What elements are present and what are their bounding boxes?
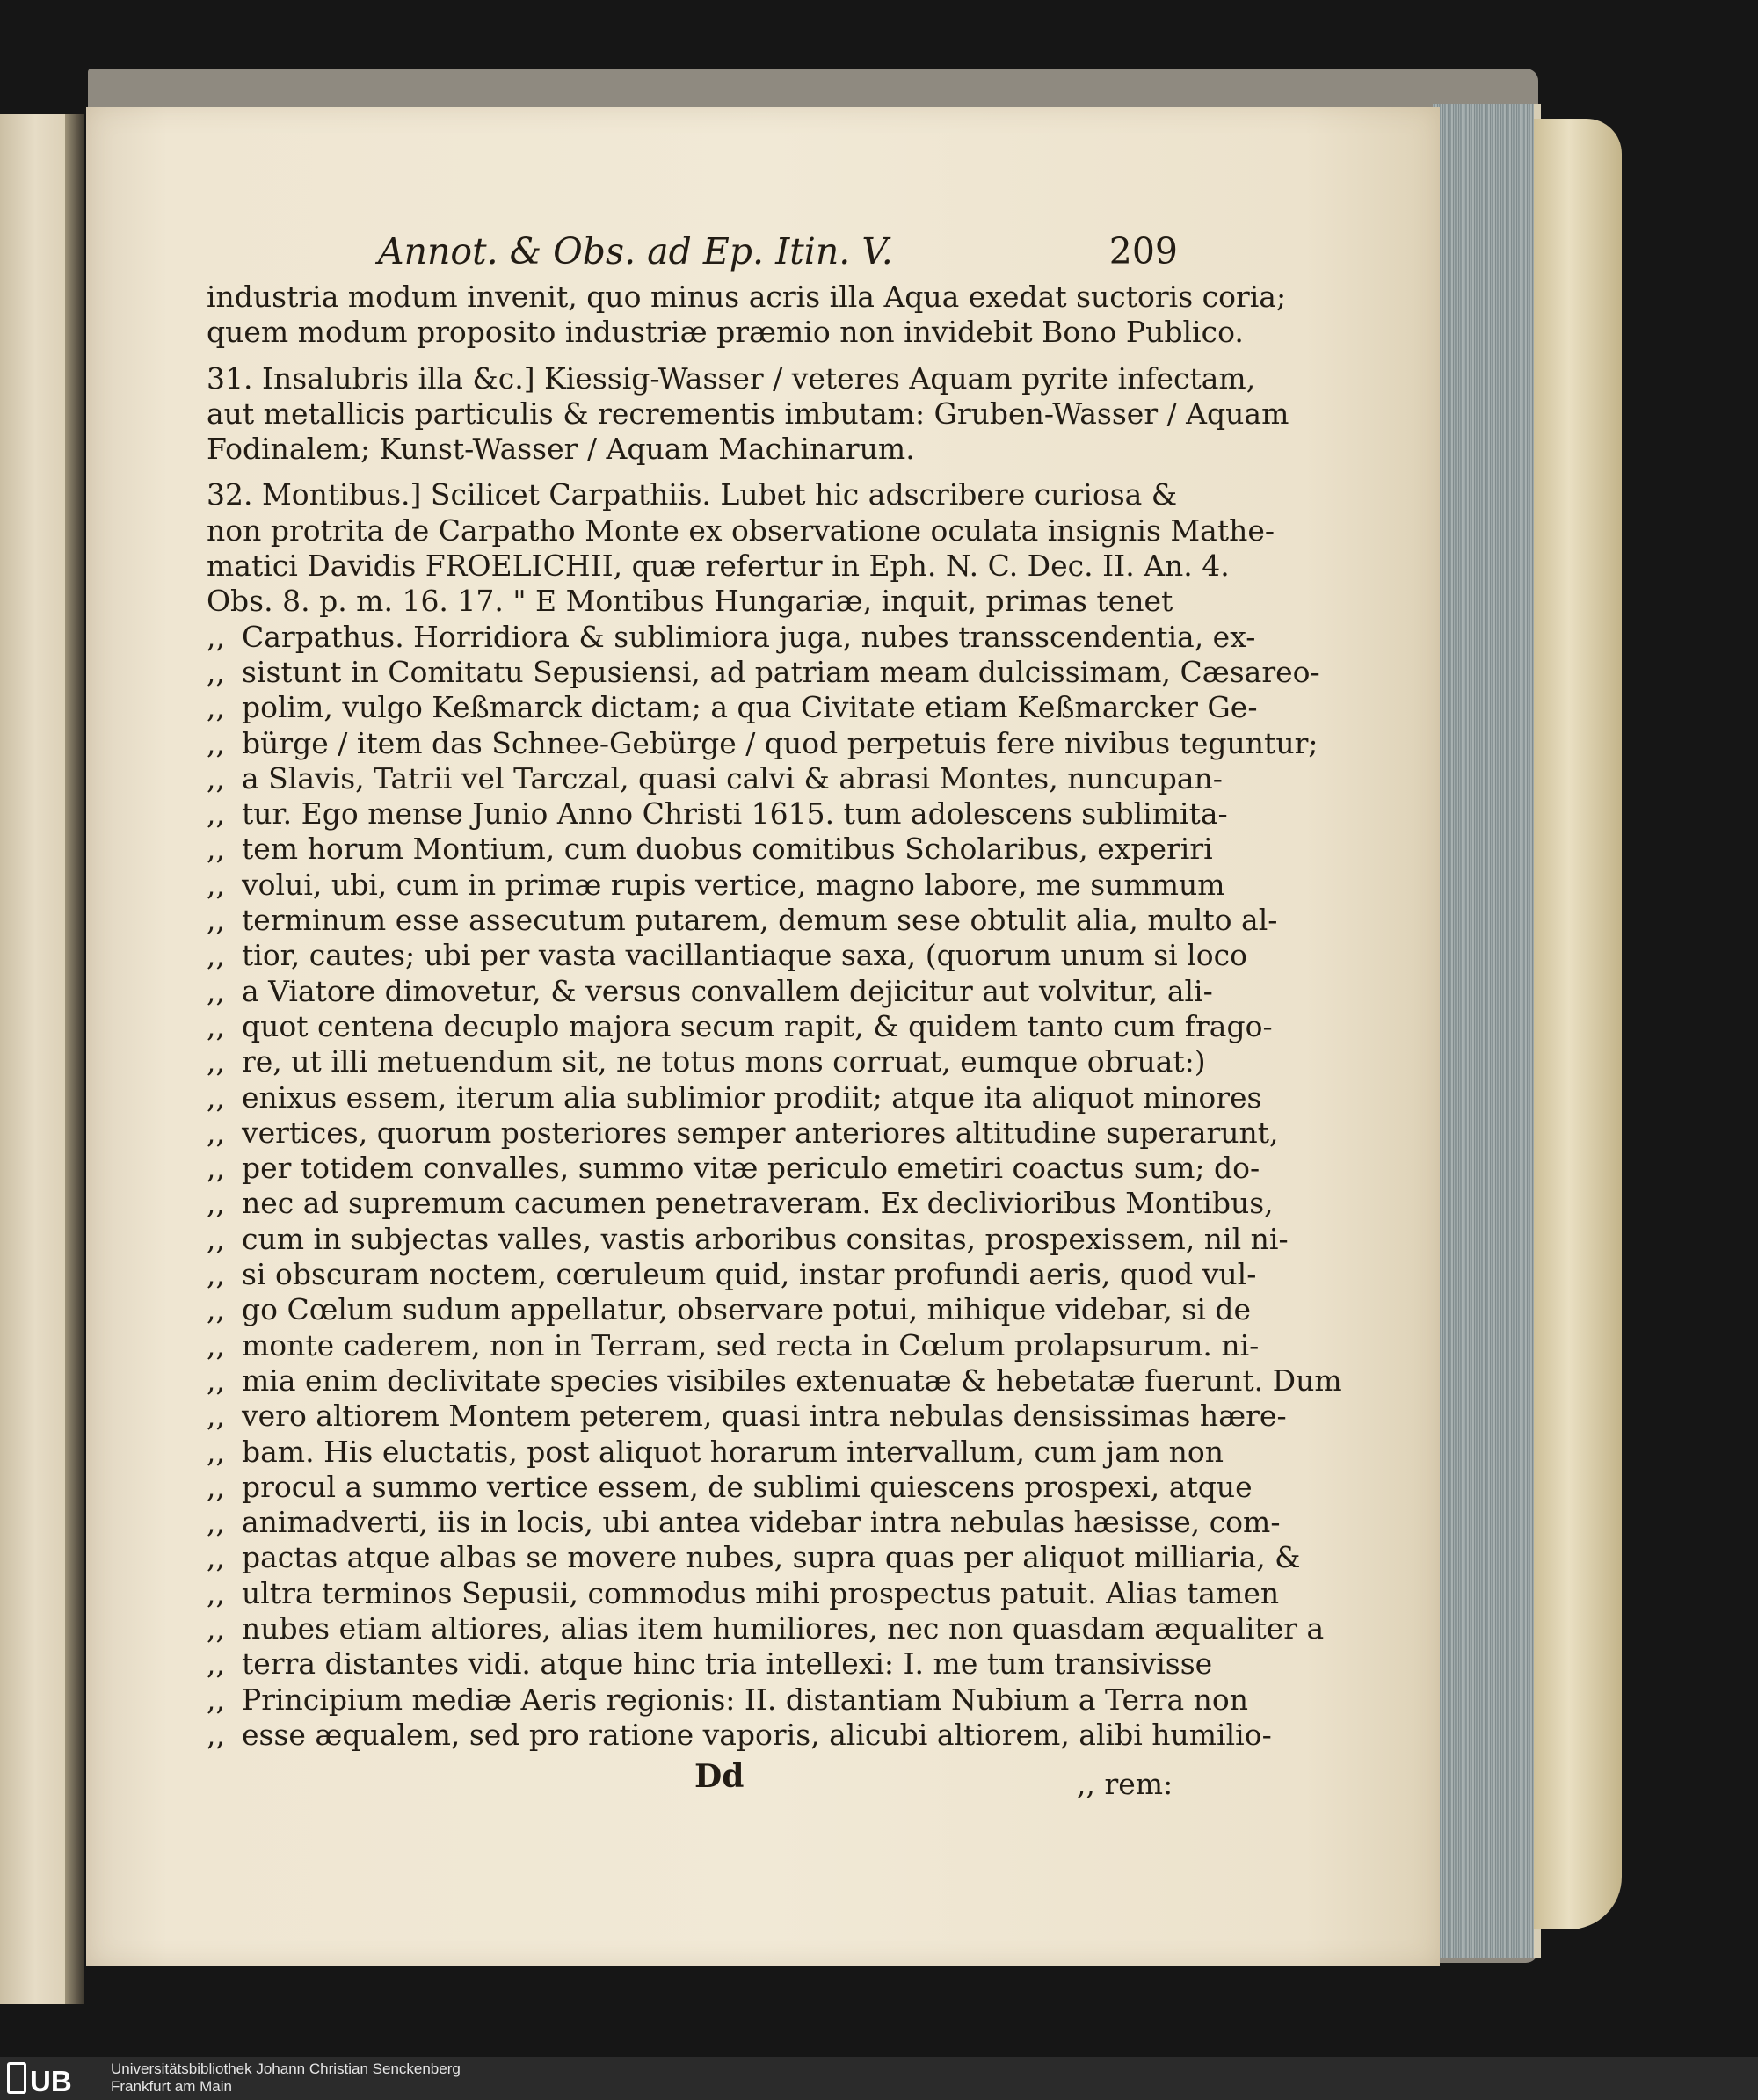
- line-text: 31. Insalubris illa &c.] Kiessig-Wasser / veteres Aquam pyrite infectam,: [207, 360, 1256, 396]
- line-text: terra distantes vidi. atque hinc tria intellexi: I. me tum transivisse: [242, 1646, 1213, 1682]
- text-line: [207, 725, 1318, 761]
- line-text: animadverti, iis in locis, ubi antea videbar intra nebulas hæsisse, com-: [242, 1505, 1281, 1540]
- quote-mark: ,,: [207, 690, 225, 725]
- text-line: [207, 938, 1247, 973]
- text-line: [207, 1362, 1342, 1399]
- line-text: ultra terminos Sepusii, commodus mihi prospectus patuit. Alias tamen: [242, 1575, 1280, 1610]
- text-line: [207, 1469, 1253, 1505]
- line-text: mia enim declivitate species visibiles extenuatæ & hebetatæ fuerunt. Dum: [242, 1362, 1342, 1398]
- quote-mark: ,,: [207, 832, 225, 867]
- library-logo: [7, 2062, 104, 2097]
- line-text: vertices, quorum posteriores semper anteriores altitudine superarunt,: [242, 1115, 1279, 1150]
- text-line: [207, 760, 1223, 796]
- logo-mark-icon: [7, 2062, 26, 2094]
- text-line: [207, 1151, 1260, 1186]
- text-line: [207, 973, 1213, 1009]
- text-line: [207, 1717, 1272, 1753]
- line-text: procul a summo vertice essem, de sublimi quiescens prospexi, atque: [242, 1469, 1253, 1504]
- quote-mark: ,,: [207, 1292, 225, 1327]
- line-text: polim, vulgo Keßmarck dictam; a qua Civitate etiam Keßmarcker Ge-: [242, 690, 1258, 725]
- quote-mark: ,,: [207, 796, 225, 832]
- text-line: [207, 512, 1275, 549]
- line-text: a Slavis, Tatrii vel Tarczal, quasi calvi & abrasi Montes, nuncupan-: [242, 760, 1223, 796]
- text-line: [207, 1505, 1281, 1540]
- line-text: industria modum invenit, quo minus acris illa Aqua exedat suctoris coria;: [207, 280, 1287, 314]
- line-text: si obscuram noctem, cœruleum quid, instar profundi aeris, quod vul-: [242, 1257, 1257, 1292]
- library-footer-bar: [0, 2057, 1758, 2100]
- line-text: bürge / item das Schnee-Gebürge / quod perpetuis fere nivibus teguntur;: [242, 725, 1318, 760]
- library-name: Universitätsbibliothek Johann Christian Senckenberg: [111, 2060, 461, 2077]
- quote-mark: ,,: [207, 1646, 225, 1682]
- line-text: cum in subjectas valles, vastis arboribus consitas, prospexissem, nil ni-: [242, 1221, 1289, 1256]
- quote-mark: ,,: [207, 654, 225, 689]
- text-line: [207, 867, 1225, 903]
- body-text: [207, 280, 1342, 1753]
- quote-mark: ,,: [207, 1362, 225, 1398]
- running-header: [378, 230, 1178, 274]
- quote-mark: ,,: [207, 867, 225, 902]
- text-line: [207, 1540, 1301, 1575]
- line-text: quot centena decuplo majora secum rapit, & quidem tanto cum frago-: [242, 1008, 1273, 1043]
- text-line: [207, 654, 1320, 690]
- line-text: 32. Montibus.] Scilicet Carpathiis. Lubet hic adscribere curiosa &: [207, 477, 1178, 512]
- text-line: [207, 396, 1289, 432]
- page-number: 209: [1108, 230, 1178, 272]
- quote-mark: ,,: [207, 1257, 225, 1292]
- quote-mark: ,,: [207, 760, 225, 796]
- line-text: a Viatore dimovetur, & versus convallem dejicitur aut volvitur, ali-: [242, 973, 1213, 1008]
- text-line: [207, 1682, 1249, 1718]
- text-line: [207, 1044, 1206, 1079]
- quote-mark: ,,: [207, 1115, 225, 1150]
- line-text: quem modum proposito industriæ præmio non invidebit Bono Publico.: [207, 315, 1244, 350]
- gutter-shadow: [65, 114, 84, 2004]
- quote-mark: ,,: [207, 1399, 225, 1434]
- line-text: nubes etiam altiores, alias item humiliores, nec non quasdam æqualiter a: [242, 1610, 1325, 1646]
- quote-mark: ,,: [207, 973, 225, 1008]
- quote-mark: ,,: [207, 938, 225, 973]
- quote-mark: ,,: [207, 1469, 225, 1504]
- text-line: [207, 1221, 1289, 1257]
- text-line: [207, 280, 1287, 315]
- text-line: [207, 1610, 1325, 1646]
- line-text: bam. His eluctatis, post aliquot horarum intervallum, cum jam non: [242, 1434, 1224, 1469]
- text-line: [207, 1575, 1280, 1611]
- line-text: volui, ubi, cum in primæ rupis vertice, magno labore, me summum: [242, 867, 1225, 902]
- line-text: aut metallicis particulis & recrementis imbutam: Gruben-Wasser / Aquam: [207, 396, 1289, 431]
- line-text: re, ut illi metuendum sit, ne totus mons corruat, eumque obruat:): [242, 1044, 1206, 1079]
- text-line: [207, 1292, 1252, 1327]
- quote-mark: ,,: [207, 1575, 225, 1610]
- quote-mark: ,,: [207, 1327, 225, 1362]
- text-line: [207, 549, 1230, 584]
- quote-mark: ,,: [207, 1079, 225, 1115]
- quote-mark: ,,: [207, 1434, 225, 1469]
- quote-mark: ,,: [207, 1151, 225, 1186]
- quote-mark: ,,: [207, 1221, 225, 1256]
- line-text: terminum esse assecutum putarem, demum sese obtulit alia, multo al-: [242, 903, 1278, 938]
- text-line: [207, 1646, 1213, 1682]
- text-line: [207, 1115, 1279, 1151]
- line-text: matici Davidis FROELICHII, quæ refertur in Eph. N. C. Dec. II. An. 4.: [207, 549, 1230, 584]
- quote-mark: ,,: [207, 1505, 225, 1540]
- line-text: nec ad supremum cacumen penetraveram. Ex declivioribus Montibus,: [242, 1186, 1274, 1221]
- text-line: [207, 584, 1184, 619]
- line-text: esse æqualem, sed pro ratione vaporis, alicubi altiorem, alibi humilio-: [242, 1717, 1272, 1752]
- text-line: [207, 1186, 1274, 1221]
- quote-mark: ,,: [207, 1540, 225, 1575]
- quote-mark: ,,: [207, 619, 225, 654]
- line-text: tem horum Montium, cum duobus comitibus Scholaribus, experiri: [242, 832, 1213, 867]
- line-text: enixus essem, iterum alia sublimior prodiit; atque ita aliquot minores: [242, 1079, 1262, 1115]
- text-line: [207, 315, 1244, 350]
- quote-mark: ,,: [207, 903, 225, 938]
- catchword: ,, rem:: [1077, 1767, 1173, 1801]
- text-line: [207, 1079, 1262, 1115]
- text-line: [207, 477, 1184, 512]
- flyleaf-edge: [1534, 119, 1622, 1929]
- running-title: Annot. & Obs. ad Ep. Itin. V.: [378, 230, 893, 272]
- line-text: monte caderem, non in Terram, sed recta in Cœlum prolapsurum. ni-: [242, 1327, 1260, 1362]
- text-line: [207, 1008, 1273, 1044]
- text-lines: [207, 280, 1342, 1753]
- text-line: [207, 619, 1256, 655]
- page-block-edge: [1433, 104, 1541, 1958]
- text-line: [207, 690, 1258, 725]
- line-text: Fodinalem; Kunst-Wasser / Aquam Machinarum.: [207, 432, 915, 467]
- text-line: [207, 903, 1278, 938]
- quote-mark: ,,: [207, 1717, 225, 1752]
- line-text: Obs. 8. p. m. 16. 17. " E Montibus Hungariæ, inquit, primas tenet: [207, 584, 1173, 619]
- line-text: pactas atque albas se movere nubes, supra quas per aliquot milliaria, &: [242, 1540, 1301, 1575]
- line-text: non protrita de Carpatho Monte ex observatione oculata insignis Mathe-: [207, 512, 1275, 548]
- line-text: Principium mediæ Aeris regionis: II. distantiam Nubium a Terra non: [242, 1682, 1249, 1717]
- line-text: vero altiorem Montem peterem, quasi intra nebulas densissimas hære-: [242, 1399, 1287, 1434]
- text-line: [207, 360, 1256, 396]
- line-text: tior, cautes; ubi per vasta vacillantiaque saxa, (quorum unum si loco: [242, 938, 1247, 973]
- line-text: sistunt in Comitatu Sepusiensi, ad patriam meam dulcissimam, Cæsareo-: [242, 654, 1320, 689]
- quote-mark: ,,: [207, 1008, 225, 1043]
- line-text: Carpathus. Horridiora & sublimiora juga, nubes transscendentia, ex-: [242, 619, 1256, 654]
- quote-mark: ,,: [207, 1186, 225, 1221]
- quote-mark: ,,: [207, 725, 225, 760]
- text-line: [207, 1434, 1224, 1470]
- text-line: [207, 1327, 1260, 1363]
- line-text: go Cœlum sudum appellatur, observare potui, mihique videbar, si de: [242, 1292, 1252, 1327]
- quote-mark: ,,: [207, 1682, 225, 1717]
- signature-mark: Dd: [694, 1758, 745, 1795]
- text-line: [207, 1399, 1287, 1434]
- line-text: per totidem convalles, summo vitæ periculo emetiri coactus sum; do-: [242, 1151, 1260, 1186]
- text-line: [207, 832, 1213, 867]
- text-line: [207, 796, 1228, 832]
- text-line: [207, 432, 1184, 467]
- text-line: [207, 1257, 1257, 1292]
- quote-mark: ,,: [207, 1044, 225, 1079]
- logo-text: UB: [30, 2065, 72, 2097]
- line-text: tur. Ego mense Junio Anno Christi 1615. tum adolescens sublimita-: [242, 796, 1228, 832]
- library-city: Frankfurt am Main: [111, 2078, 232, 2095]
- quote-mark: ,,: [207, 1610, 225, 1646]
